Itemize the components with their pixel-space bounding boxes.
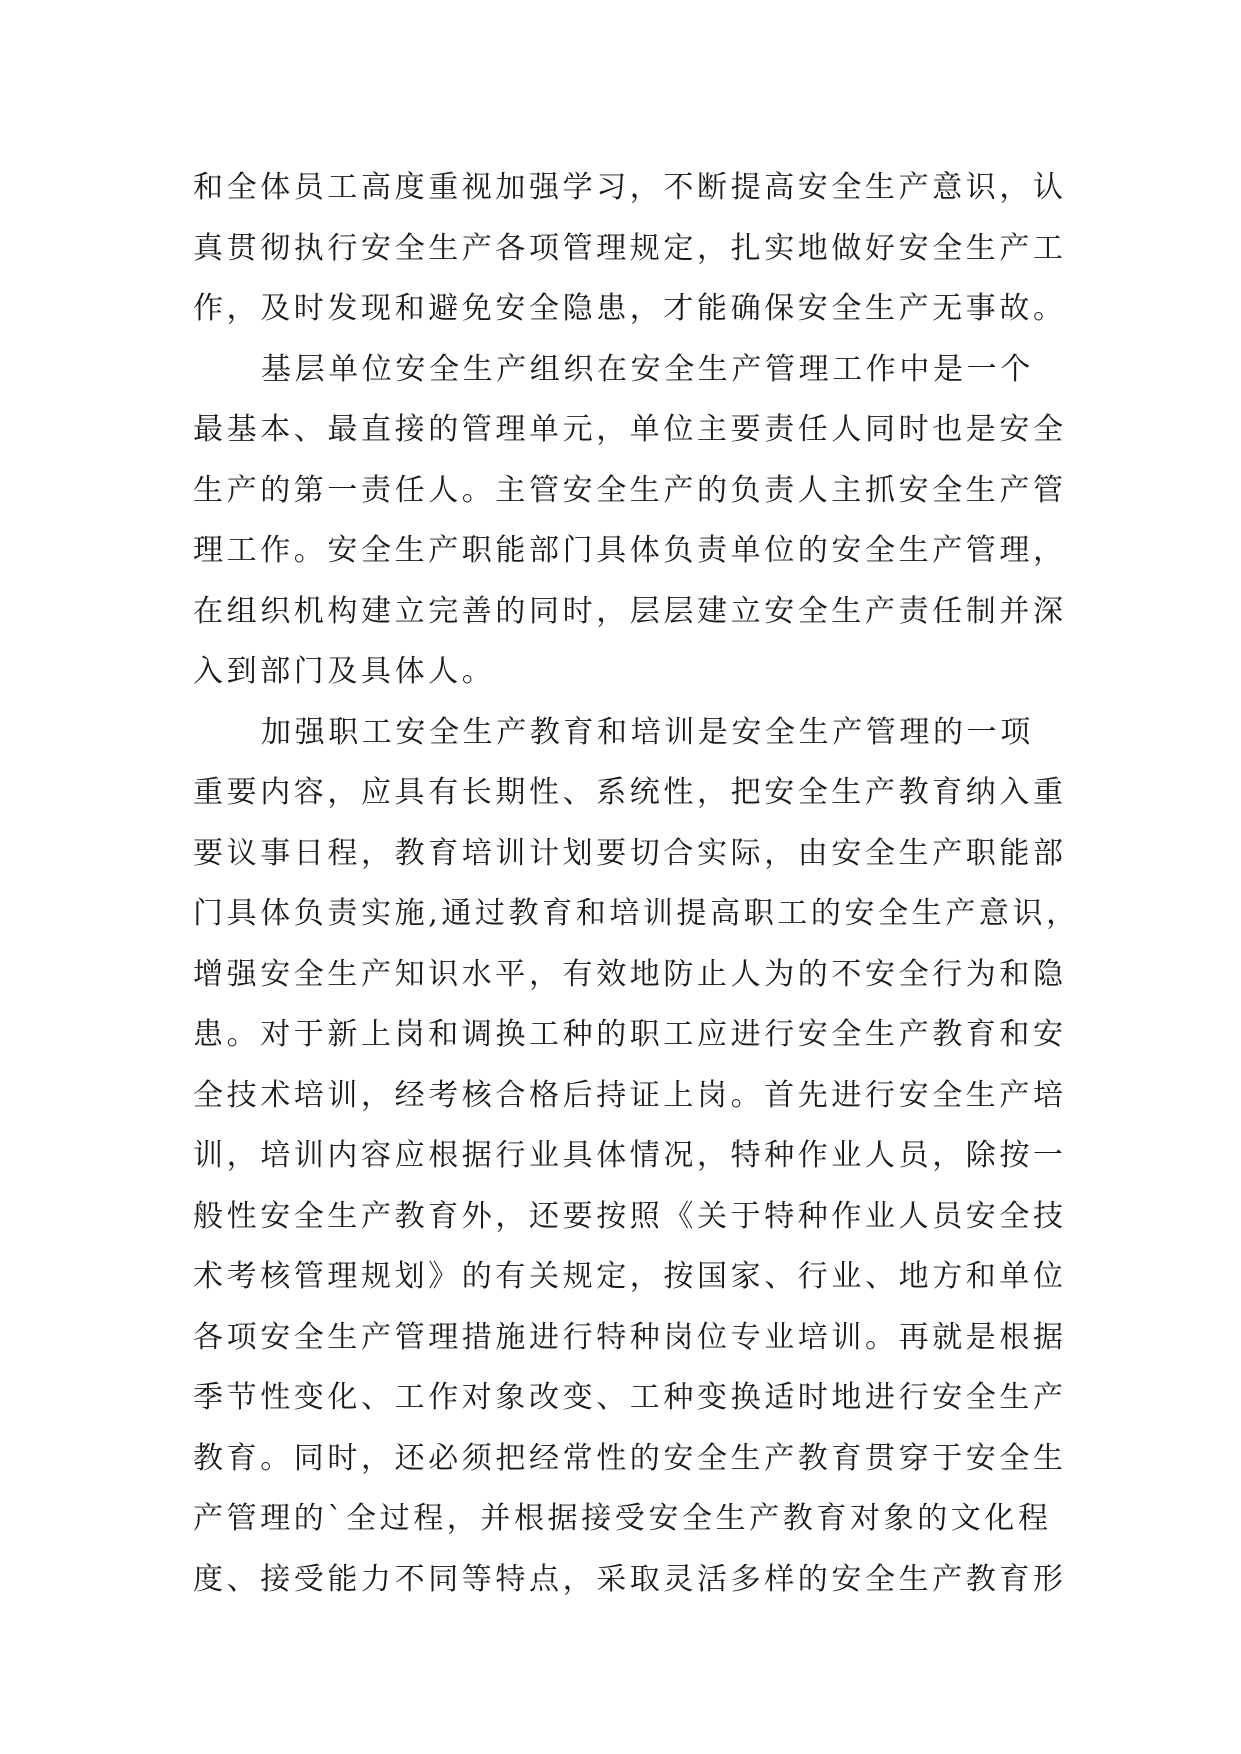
paragraph-first-line: 加强职工安全生产教育和培训是安全生产管理的一项 bbox=[261, 714, 1034, 750]
text-line: 理工作。安全生产职能部门具体负责单位的安全生产管理， bbox=[193, 533, 1067, 568]
text-line: 要议事日程，教育培训计划要切合实际，由安全生产职能部 bbox=[193, 835, 1067, 871]
paragraph-first-line: 基层单位安全生产组织在安全生产管理工作中是一个 bbox=[261, 351, 1034, 387]
text-line: 生产的第一责任人。主管安全生产的负责人主抓安全生产管 bbox=[193, 472, 1067, 508]
text-line: 和全体员工高度重视加强学习，不断提高安全生产意识，认 bbox=[193, 170, 1067, 205]
text-line: 般性安全生产教育外，还要按照《关于特种作业人员安全技 bbox=[193, 1198, 1067, 1234]
text-line: 患。对于新上岗和调换工种的职工应进行安全生产教育和安 bbox=[193, 1017, 1067, 1052]
text-line: 产管理的`全过程，并根据接受安全生产教育对象的文化程 bbox=[193, 1501, 1052, 1536]
text-line: 训，培训内容应根据行业具体情况，特种作业人员，除按一 bbox=[193, 1138, 1067, 1173]
text-line: 术考核管理规划》的有关规定，按国家、行业、地方和单位 bbox=[193, 1259, 1067, 1294]
text-line: 在组织机构建立完善的同时，层层建立安全生产责任制并深 bbox=[193, 593, 1067, 629]
text-line: 门具体负责实施,通过教育和培训提高职工的安全生产意识， bbox=[193, 896, 1080, 931]
text-line: 增强安全生产知识水平，有效地防止人为的不安全行为和隐 bbox=[193, 956, 1067, 992]
text-line: 全技术培训，经考核合格后持证上岗。首先进行安全生产培 bbox=[193, 1077, 1067, 1113]
text-line: 教育。同时，还必须把经常性的安全生产教育贯穿于安全生 bbox=[193, 1440, 1067, 1476]
text-line: 入到部门及具体人。 bbox=[193, 654, 496, 689]
text-line: 各项安全生产管理措施进行特种岗位专业培训。再就是根据 bbox=[193, 1319, 1067, 1355]
text-line: 季节性变化、工作对象改变、工种变换适时地进行安全生产 bbox=[193, 1380, 1067, 1415]
text-line: 真贯彻执行安全生产各项管理规定，扎实地做好安全生产工 bbox=[193, 230, 1067, 266]
text-line: 最基本、最直接的管理单元，单位主要责任人同时也是安全 bbox=[193, 412, 1067, 447]
text-line: 度、接受能力不同等特点，采取灵活多样的安全生产教育形 bbox=[193, 1561, 1067, 1597]
text-line: 作，及时发现和避免安全隐患，才能确保安全生产无事故。 bbox=[193, 291, 1067, 326]
body-text bbox=[193, 158, 1080, 1610]
text-line: 重要内容，应具有长期性、系统性，把安全生产教育纳入重 bbox=[193, 775, 1067, 810]
